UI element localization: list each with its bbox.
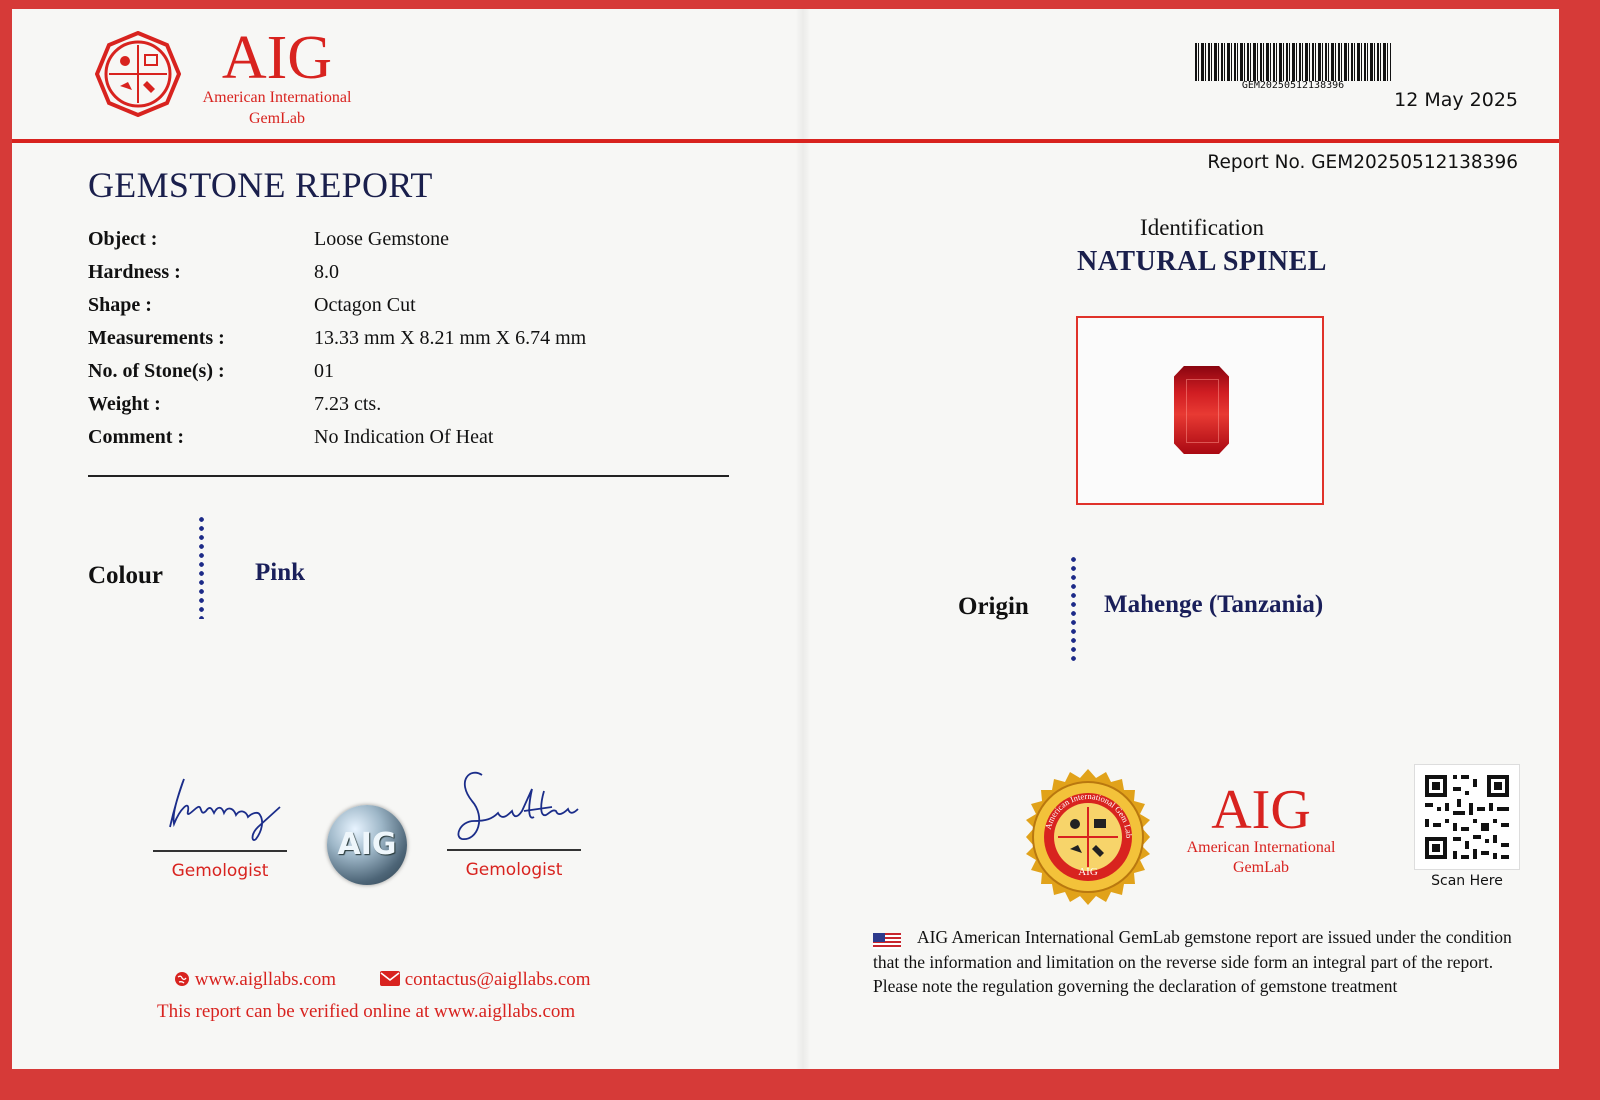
contact-website[interactable] [174, 969, 336, 991]
page-fold [796, 9, 810, 1069]
logo2-sub1: American International [1186, 839, 1336, 856]
report-number: Report No. GEM20250512138396 [1207, 152, 1518, 173]
aig-logo-emblem-icon [95, 31, 181, 117]
field-value: 01 [314, 360, 334, 382]
aig-logo-wordmark-right [1180, 779, 1342, 878]
field-label: Hardness : [88, 261, 181, 283]
field-value: 8.0 [314, 261, 339, 283]
signature-left [162, 769, 287, 849]
qr-caption: Scan Here [1431, 873, 1503, 889]
logo-main: AIG [221, 24, 333, 92]
field-value: No Indication Of Heat [314, 426, 494, 448]
logo-sub1: American International [202, 89, 352, 106]
logo2-sub2: GemLab [1233, 859, 1289, 876]
field-value: 7.23 cts. [314, 393, 382, 415]
field-label: No. of Stone(s) : [88, 360, 225, 382]
signature-line-left [153, 850, 287, 852]
aig-logo-wordmark [202, 24, 352, 129]
colour-label: Colour [88, 562, 163, 589]
field-value: Octagon Cut [314, 294, 416, 316]
page-title: GEMSTONE REPORT [88, 165, 433, 205]
gold-seal-icon [1020, 769, 1156, 905]
envelope-icon [380, 971, 400, 986]
report-sheet [12, 9, 1559, 1069]
field-label: Shape : [88, 294, 152, 316]
website-text[interactable]: www.aigllabs.com [194, 969, 336, 990]
logo-sub2: GemLab [249, 110, 305, 127]
barcode [1195, 43, 1391, 81]
email-text[interactable]: contactus@aigllabs.com [404, 969, 591, 990]
gemstone-photo [1076, 316, 1324, 505]
origin-dotted-divider [1071, 555, 1076, 661]
fields-divider [88, 475, 729, 477]
qr-code-icon[interactable] [1414, 764, 1520, 870]
signature-caption-right: Gemologist [465, 860, 563, 880]
logo2-main: AIG [1211, 779, 1311, 841]
origin-label: Origin [958, 593, 1029, 620]
gemstone-image [1174, 366, 1229, 454]
colour-dotted-divider [199, 515, 204, 619]
field-value: Loose Gemstone [314, 228, 449, 250]
seal-ring-text: American International Gem Lab [1042, 790, 1135, 839]
contact-email[interactable] [380, 969, 591, 991]
verify-text: This report can be verified online at www.aigllabs.com [157, 1001, 576, 1022]
field-label: Comment : [88, 426, 185, 448]
hologram-seal [327, 805, 407, 885]
header-divider [12, 139, 1559, 143]
colour-value: Pink [255, 559, 306, 586]
field-label: Measurements : [88, 327, 225, 349]
globe-icon [174, 971, 190, 987]
field-label: Weight : [88, 393, 161, 415]
seal-center-text: AIG [1078, 866, 1098, 878]
signature-caption-left: Gemologist [171, 861, 269, 881]
barcode-number: GEM20250512138396 [1241, 80, 1345, 91]
report-date: 12 May 2025 [1394, 89, 1518, 111]
signature-line-right [447, 849, 581, 851]
field-label: Object : [88, 228, 158, 250]
hologram-text: AIG [337, 827, 397, 862]
disclaimer-text: AIG American International GemLab gemstone report are issued under the condition that the information and limitation on the reverse side form an integral part of the report. Please note the regulation governing the declaration of gemstone treatment [873, 927, 1512, 996]
identification-value: NATURAL SPINEL [1077, 246, 1327, 277]
field-value: 13.33 mm X 8.21 mm X 6.74 mm [314, 327, 587, 349]
identification-label: Identification [1140, 215, 1264, 240]
signature-right [452, 761, 582, 849]
origin-value: Mahenge (Tanzania) [1104, 591, 1324, 618]
